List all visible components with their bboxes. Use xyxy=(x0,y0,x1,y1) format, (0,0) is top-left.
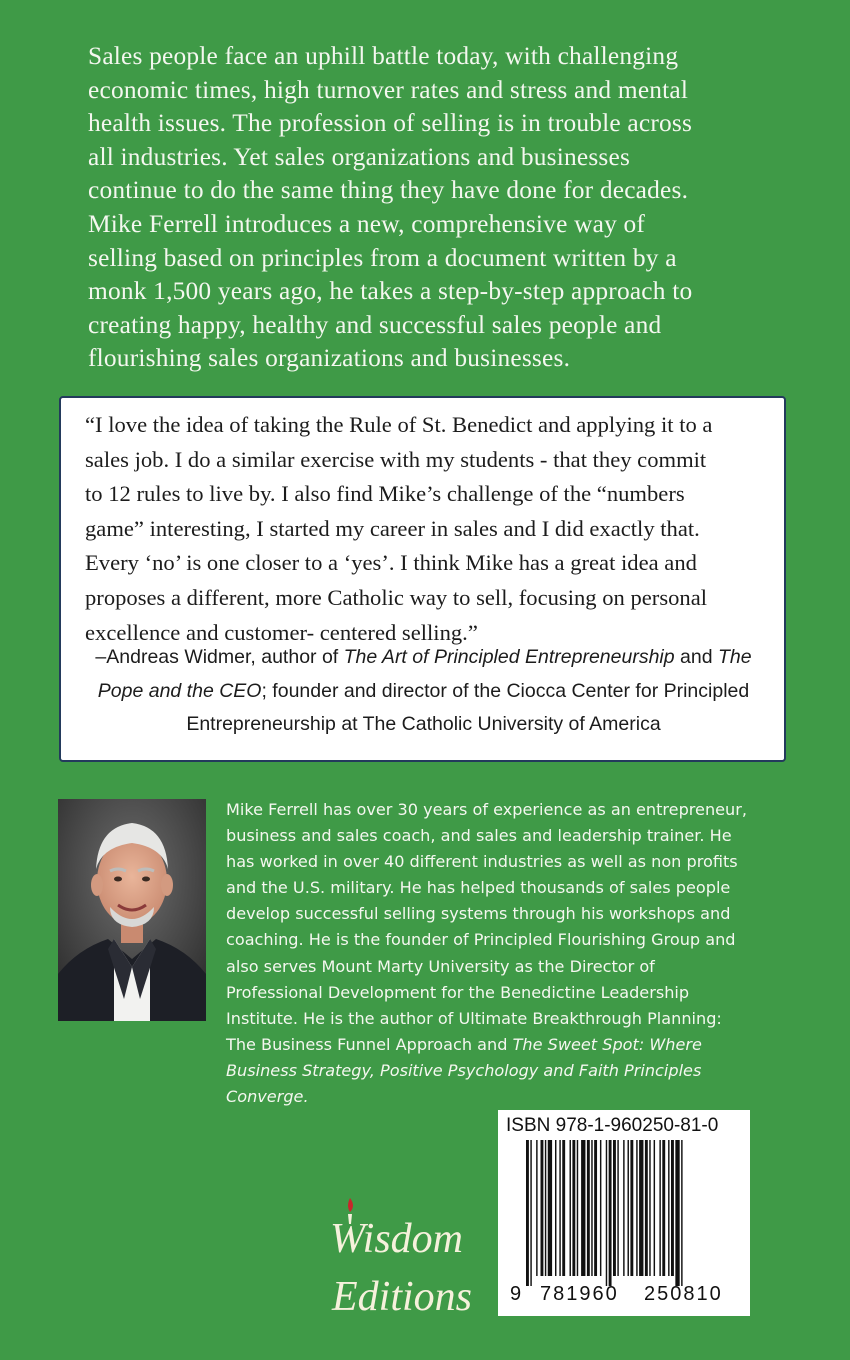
quote-line: excellence and customer- centered selling.” xyxy=(85,619,478,645)
barcode-bar xyxy=(662,1140,665,1276)
bio-book-title: The Sweet Spot: Where xyxy=(512,1034,702,1054)
attribution-line-1 xyxy=(71,641,776,675)
barcode-bar xyxy=(570,1140,571,1276)
bio-period: . xyxy=(303,1087,309,1107)
bio-line xyxy=(226,1032,806,1058)
barcode-bars xyxy=(498,1140,750,1290)
barcode-digit-group-2: 250810 xyxy=(644,1283,723,1305)
barcode-bar xyxy=(654,1140,655,1276)
barcode-bar xyxy=(536,1140,537,1276)
barcode-bar xyxy=(659,1140,660,1276)
quote-line: “I love the idea of taking the Rule of St. Benedict and applying it to a xyxy=(85,412,713,437)
bio-line: has worked in over 40 different industries as well as non profits xyxy=(226,852,738,872)
barcode-bar xyxy=(675,1140,679,1286)
publisher-logo xyxy=(320,1188,488,1320)
publisher-name-line-1: Wisdom xyxy=(330,1216,464,1262)
barcode-bar xyxy=(639,1140,643,1276)
blurb-line: creating happy, healthy and successful sales people and xyxy=(88,310,662,339)
barcode-bar xyxy=(649,1140,650,1276)
barcode-digit-prefix: 9 xyxy=(510,1283,524,1305)
bio-line xyxy=(226,1084,806,1110)
attribution-role: ; founder and director of the Ciocca Center for Principled xyxy=(261,679,750,702)
barcode-bar xyxy=(636,1140,637,1276)
barcode-bar xyxy=(581,1140,585,1276)
quote-line: Every ‘no’ is one closer to a ‘yes’. I think Mike has a great idea and xyxy=(85,550,697,576)
blurb-line: all industries. Yet sales organizations and businesses xyxy=(88,142,631,171)
barcode-bar xyxy=(545,1140,546,1276)
barcode-bar xyxy=(645,1140,648,1276)
bio-line: also serves Mount Marty University as the Director of xyxy=(226,956,655,976)
bio-text: The Business Funnel Approach and xyxy=(226,1034,513,1054)
bio-line xyxy=(226,1058,806,1084)
quote-line: game” interesting, I started my career in sales and I did exactly that. xyxy=(85,515,700,541)
quote-line: sales job. I do a similar exercise with my students - that they commit xyxy=(85,446,707,472)
blurb-line: economic times, high turnover rates and stress and mental xyxy=(88,75,689,104)
barcode-digit-group-1: 781960 xyxy=(540,1283,619,1305)
publisher-logo-mark xyxy=(320,1188,488,1320)
barcode-bar xyxy=(555,1140,556,1276)
barcode-bar xyxy=(530,1140,531,1286)
bio-line: Institute. He is the author of Ultimate Breakthrough Planning: xyxy=(226,1008,722,1028)
barcode-bar xyxy=(630,1140,633,1276)
endorsement-quote xyxy=(85,408,775,650)
blurb-line: Mike Ferrell introduces a new, comprehensive way of xyxy=(88,209,646,238)
blurb-line: flourishing sales organizations and businesses. xyxy=(88,344,571,373)
blurb-line: health issues. The profession of selling is in trouble across xyxy=(88,109,693,138)
blurb-line: Sales people face an uphill battle today, with challenging xyxy=(88,42,679,70)
barcode-bar xyxy=(548,1140,552,1276)
bio-line: business and sales coach, and sales and leadership trainer. He xyxy=(226,826,732,846)
barcode-bar xyxy=(562,1140,565,1276)
attribution-book-title: Pope and the CEO xyxy=(97,679,262,702)
barcode-bar xyxy=(628,1140,629,1276)
blurb-line: continue to do the same thing they have done for decades. xyxy=(88,176,689,205)
bio-book-title: Business Strategy, Positive Psychology and Faith Principles xyxy=(226,1060,702,1080)
barcode-bar xyxy=(541,1140,544,1276)
barcode-bar xyxy=(617,1140,618,1276)
bio-line: develop successful selling systems through his workshops and xyxy=(226,904,731,924)
attribution-book-title: The xyxy=(717,646,752,668)
barcode-bar xyxy=(671,1140,674,1276)
attribution-line-3: Entrepreneurship at The Catholic University of America xyxy=(186,713,661,735)
attribution-book-title: The Art of Principled Entrepreneurship xyxy=(343,646,675,668)
barcode-bar xyxy=(577,1140,578,1276)
bio-line: Professional Development for the Benedictine Leadership xyxy=(226,982,690,1002)
quote-line: to 12 rules to live by. I also find Mike’s challenge of the “numbers xyxy=(85,481,685,507)
barcode-bar xyxy=(609,1140,612,1286)
barcode-bar xyxy=(587,1140,590,1276)
bio-line: Mike Ferrell has over 30 years of experience as an entrepreneur, xyxy=(226,800,747,819)
barcode-bar xyxy=(613,1140,616,1276)
publisher-name-line-2: Editions xyxy=(332,1274,473,1320)
back-cover-blurb xyxy=(88,40,798,376)
endorsement-attribution xyxy=(71,641,776,742)
barcode-bar xyxy=(559,1140,560,1276)
author-portrait-illustration xyxy=(58,799,206,1021)
barcode-bar xyxy=(591,1140,592,1276)
bio-line: and the U.S. military. He has helped thousands of sales people xyxy=(226,878,731,898)
barcode-bar xyxy=(681,1140,682,1286)
flame-icon xyxy=(348,1198,353,1212)
attribution-author: –Andreas Widmer, author of xyxy=(95,646,344,668)
isbn-barcode xyxy=(498,1110,750,1316)
blurb-line: selling based on principles from a document written by a xyxy=(88,243,677,272)
author-photo xyxy=(58,799,206,1021)
barcode-bar xyxy=(572,1140,575,1276)
endorsement-box xyxy=(59,396,786,762)
quote-line: proposes a different, more Catholic way to sell, focusing on personal xyxy=(85,584,708,610)
bio-book-title: Converge xyxy=(226,1087,304,1107)
author-bio xyxy=(226,797,806,1110)
barcode-bar xyxy=(606,1140,607,1286)
bio-line: coaching. He is the founder of Principled Flourishing Group and xyxy=(226,930,736,950)
barcode-bar xyxy=(594,1140,597,1276)
attribution-line-2 xyxy=(71,675,776,709)
attribution-conjunction: and xyxy=(674,646,718,668)
blurb-line: monk 1,500 years ago, he takes a step-by-step approach to xyxy=(88,277,693,306)
barcode-bar xyxy=(600,1140,601,1276)
barcode-bar xyxy=(668,1140,669,1276)
barcode-bar xyxy=(526,1140,529,1286)
barcode-bar xyxy=(623,1140,624,1276)
isbn-label: ISBN 978-1-960250-81-0 xyxy=(506,1115,719,1136)
